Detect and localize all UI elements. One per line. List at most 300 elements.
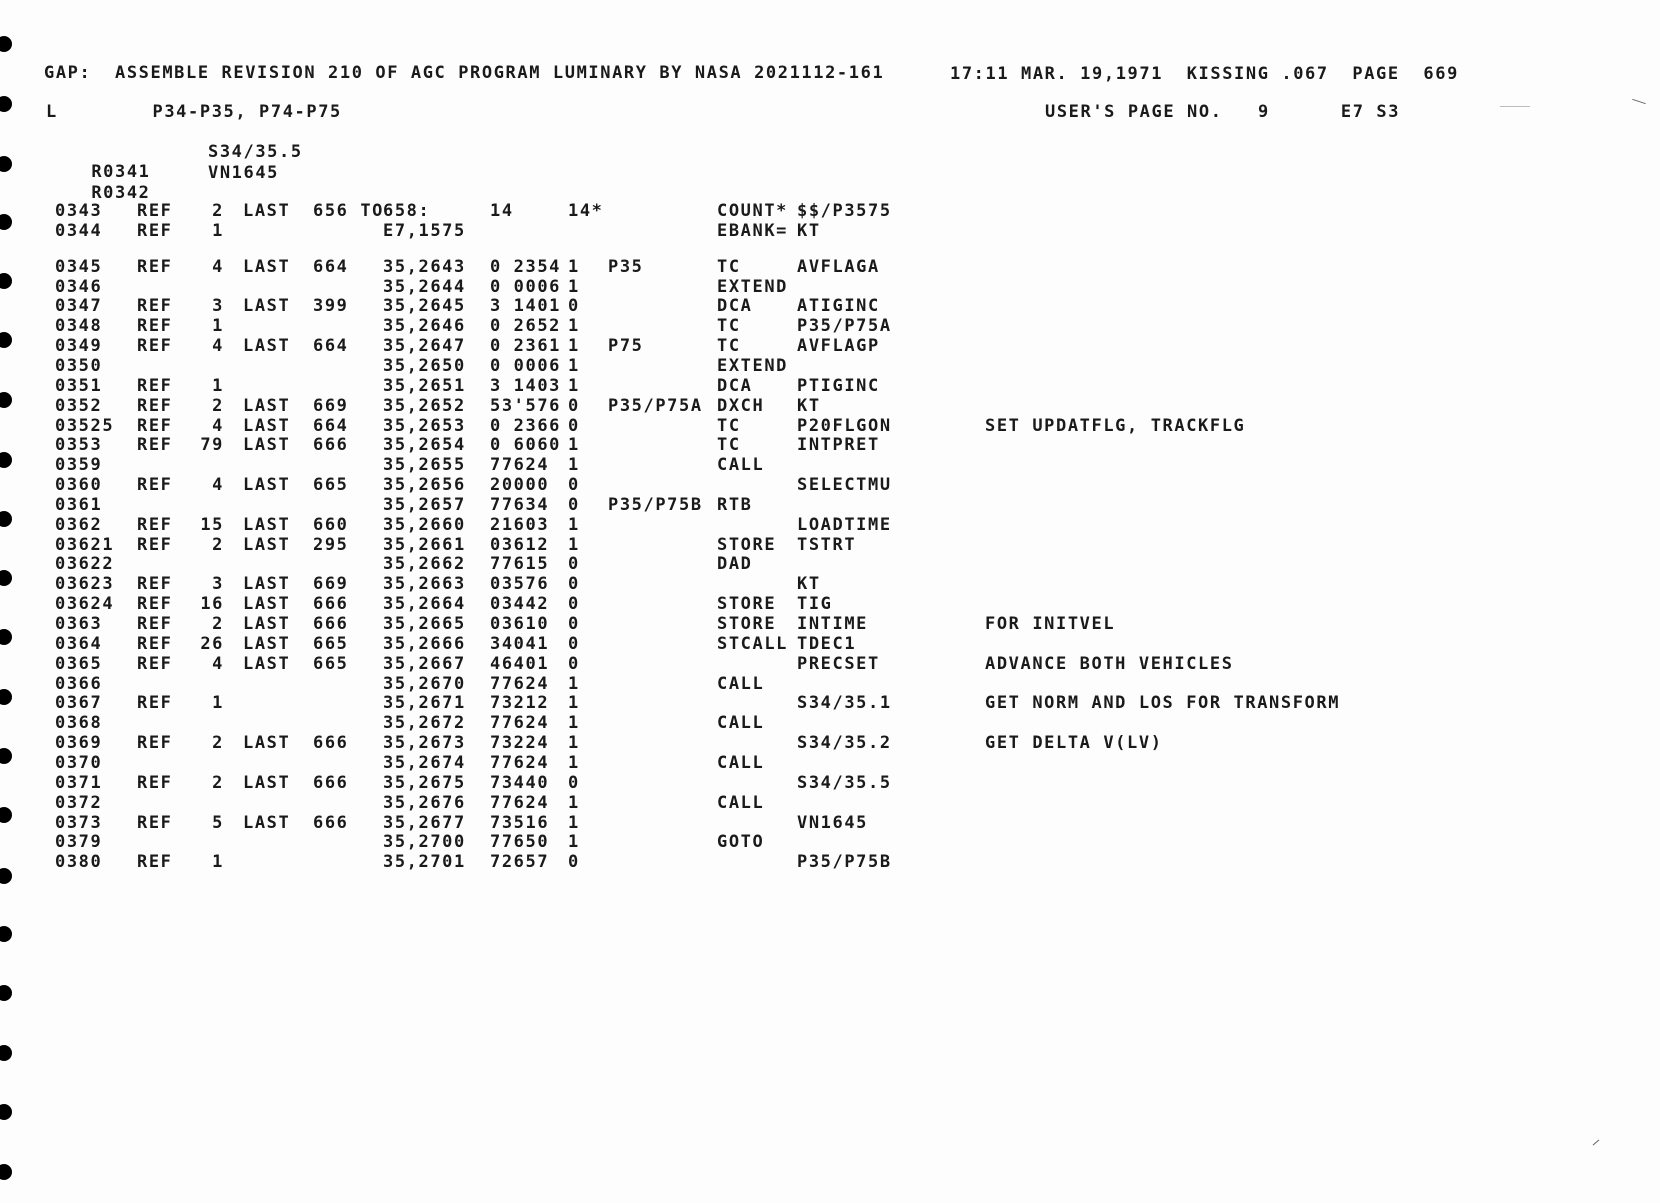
ref-id: R0342 (91, 183, 151, 203)
opcode: TC (717, 415, 741, 436)
parity-bit: 0 (568, 475, 580, 496)
parity-bit: 0 (568, 633, 580, 654)
octal-word: 20000 (490, 475, 550, 496)
line-number: 03624 (55, 594, 115, 615)
address: 35,2646 (383, 316, 466, 337)
octal-word: 46401 (490, 653, 550, 674)
octal-word: 77634 (490, 494, 550, 515)
line-number: 0361 (55, 494, 103, 515)
line-number: 03622 (55, 554, 115, 575)
octal-word: 34041 (490, 633, 550, 654)
header-left: GAP: ASSEMBLE REVISION 210 OF AGC PROGRAM LUMINARY BY NASA 2021112-161 (44, 63, 885, 83)
listing-row (0, 773, 1600, 793)
operand: ATIGINC (797, 296, 880, 317)
address: 35,2650 (383, 355, 466, 376)
octal-word: 73224 (490, 733, 550, 754)
last-page: 666 (313, 435, 349, 456)
operand: P20FLGON (797, 415, 892, 436)
ref-marker: REF (137, 812, 173, 833)
operand: KT (797, 220, 821, 241)
ref-id: R0341 (91, 162, 151, 182)
comment: GET DELTA V(LV) (985, 733, 1163, 754)
line-number: 0344 (55, 220, 103, 241)
ref-count: 15 (200, 514, 224, 535)
feed-hole (0, 985, 12, 1001)
parity-bit: 0 (568, 772, 580, 793)
listing-row (0, 277, 1600, 297)
feed-hole (0, 36, 12, 52)
listing-row (0, 296, 1600, 316)
listing-row (0, 376, 1600, 396)
octal-word: 0 2361 (490, 336, 562, 357)
ref-count: 4 (212, 653, 224, 674)
last-page: 666 (313, 614, 349, 634)
address: 35,2673 (383, 733, 466, 754)
ref-marker: REF (137, 733, 173, 754)
octal-word: 0 2354 (490, 256, 562, 277)
operand: S34/35.1 (797, 693, 892, 714)
octal-word: 53'576 (490, 395, 562, 416)
paper-mark (1593, 1140, 1600, 1146)
address: 35,2643 (383, 256, 466, 277)
line-number: 0366 (55, 673, 103, 694)
address: 35,2644 (383, 276, 466, 297)
ref-marker: REF (137, 514, 173, 535)
operand: PTIGINC (797, 375, 880, 396)
last-marker: LAST (243, 395, 291, 416)
address: 35,2667 (383, 653, 466, 674)
feed-hole (0, 1045, 12, 1061)
address: 35,2672 (383, 713, 466, 734)
ref-count: 2 (212, 772, 224, 793)
opcode: STORE (717, 594, 777, 615)
ref-marker: REF (137, 693, 173, 714)
ref-marker: REF (137, 594, 173, 615)
ref-count: 1 (212, 693, 224, 714)
address: 35,2665 (383, 614, 466, 634)
last-marker: LAST (243, 256, 291, 277)
octal-word: 0 2652 (490, 316, 562, 337)
address: 35,2674 (383, 752, 466, 773)
opcode: DCA (717, 375, 753, 396)
octal-word: 0 6060 (490, 435, 562, 456)
ref-marker: REF (137, 256, 173, 277)
line-number: 0353 (55, 435, 103, 456)
parity-bit: 1 (568, 435, 580, 456)
opcode: TC (717, 336, 741, 357)
address: 35,2675 (383, 772, 466, 793)
opcode: STCALL (717, 633, 789, 654)
octal-word: 0 0006 (490, 355, 562, 376)
listing-row (0, 614, 1600, 634)
ref-count: 4 (212, 475, 224, 496)
parity-bit: 1 (568, 812, 580, 833)
header-right: 17:11 MAR. 19,1971 KISSING .067 PAGE 669 (950, 64, 1459, 84)
address: 35,2655 (383, 455, 466, 476)
operand: INTPRET (797, 435, 880, 456)
parity-bit: 1 (568, 693, 580, 714)
operand: PRECSET (797, 653, 880, 674)
feed-hole (0, 1104, 12, 1120)
operand: P35/P75A (797, 316, 892, 337)
address: 35,2654 (383, 435, 466, 456)
last-marker: LAST (243, 296, 291, 317)
line-number: 0345 (55, 256, 103, 277)
last-page: 660 (313, 514, 349, 535)
address: 35,2701 (383, 852, 466, 873)
operand: TSTRT (797, 534, 857, 555)
operand: S34/35.5 (797, 772, 892, 793)
line-number: 03621 (55, 534, 115, 555)
octal-word: 73516 (490, 812, 550, 833)
address: 35,2700 (383, 832, 466, 853)
ref-count: 2 (212, 534, 224, 555)
opcode: CALL (717, 673, 765, 694)
parity-bit: 0 (568, 554, 580, 575)
last-page: 666 (313, 812, 349, 833)
listing-row (0, 535, 1600, 555)
last-page: 664 (313, 415, 349, 436)
octal-word: 21603 (490, 514, 550, 535)
address: 35,2645 (383, 296, 466, 317)
line-number: 03525 (55, 415, 115, 436)
address: 35,2663 (383, 574, 466, 595)
octal-word: 03576 (490, 574, 550, 595)
parity-bit: 0 (568, 415, 580, 436)
operand: INTIME (797, 614, 869, 634)
operand: KT (797, 574, 821, 595)
address: 35,2677 (383, 812, 466, 833)
opcode: DAD (717, 554, 753, 575)
line-number: 0379 (55, 832, 103, 853)
comment: GET NORM AND LOS FOR TRANSFORM (985, 693, 1341, 714)
listing-row (0, 396, 1600, 416)
octal-word: 03442 (490, 594, 550, 615)
ref-count: 4 (212, 256, 224, 277)
address: 35,2653 (383, 415, 466, 436)
last-marker: LAST (243, 772, 291, 793)
last-marker: LAST (243, 534, 291, 555)
octal-word: 3 1403 (490, 375, 562, 396)
parity-bit: 1 (568, 276, 580, 297)
ref-count: 2 (212, 395, 224, 416)
parity-bit: 1 (568, 256, 580, 277)
subheader-left: L P34-P35, P74-P75 (46, 102, 342, 122)
address: 35,2657 (383, 494, 466, 515)
listing-row (0, 336, 1600, 356)
parity-bit: 1 (568, 752, 580, 773)
parity-bit: 1 (568, 673, 580, 694)
opcode: DXCH (717, 395, 765, 416)
opcode: RTB (717, 494, 753, 515)
parity-bit: 1 (568, 355, 580, 376)
operand: KT (797, 395, 821, 416)
feed-hole (0, 1164, 12, 1180)
parity-bit: 0 (568, 574, 580, 595)
line-number: 0346 (55, 276, 103, 297)
address: E7,1575 (383, 220, 466, 241)
listing-row (0, 495, 1600, 515)
parity-bit: 1 (568, 375, 580, 396)
listing-row (0, 416, 1600, 436)
octal-word: 77624 (490, 752, 550, 773)
octal-word: 72657 (490, 852, 550, 873)
parity-bit: 0 (568, 614, 580, 634)
ref-marker: REF (137, 475, 173, 496)
line-number: 0351 (55, 375, 103, 396)
octal-word: 77615 (490, 554, 550, 575)
octal-word: 77624 (490, 455, 550, 476)
octal-word: 77624 (490, 792, 550, 813)
operand: TDEC1 (797, 633, 857, 654)
parity-bit: 1 (568, 792, 580, 813)
paper-mark (1632, 99, 1646, 104)
parity-bit: 1 (568, 733, 580, 754)
ref-count: 1 (212, 220, 224, 241)
octal-word: 73440 (490, 772, 550, 793)
ref-marker: REF (137, 614, 173, 634)
parity-bit: 0 (568, 852, 580, 873)
opcode: CALL (717, 792, 765, 813)
parity-bit: 0 (568, 296, 580, 317)
parity-bit: 14* (568, 201, 604, 221)
ref-count: 2 (212, 614, 224, 634)
operand: AVFLAGP (797, 336, 880, 357)
last-page: 399 (313, 296, 349, 317)
comment: SET UPDATFLG, TRACKFLG (985, 415, 1246, 436)
listing-row (0, 356, 1600, 376)
listing-row (0, 257, 1600, 277)
address: 35,2656 (383, 475, 466, 496)
listing-row (0, 832, 1600, 852)
octal-word: 14 (490, 201, 514, 221)
last-marker: LAST (243, 435, 291, 456)
last-page: 666 (313, 772, 349, 793)
address: 35,2652 (383, 395, 466, 416)
opcode: CALL (717, 455, 765, 476)
ref-marker: REF (137, 435, 173, 456)
ref-marker: REF (137, 653, 173, 674)
parity-bit: 1 (568, 336, 580, 357)
listing-row (0, 594, 1600, 614)
last-page: 665 (313, 475, 349, 496)
opcode: TC (717, 316, 741, 337)
ref-marker: REF (137, 296, 173, 317)
opcode: TC (717, 435, 741, 456)
listing-row (0, 455, 1600, 475)
listing-row (0, 221, 1600, 241)
ref-marker: REF (137, 415, 173, 436)
feed-hole (0, 926, 12, 942)
address: 35,2661 (383, 534, 466, 555)
listing-row (0, 753, 1600, 773)
octal-word: 0 2366 (490, 415, 562, 436)
listing-row (0, 634, 1600, 654)
ref-count: 4 (212, 415, 224, 436)
last-page: 295 (313, 534, 349, 555)
address: 35,2664 (383, 594, 466, 615)
source-label: P35/P75B (608, 494, 703, 515)
octal-word: 03612 (490, 534, 550, 555)
listing-row (0, 693, 1600, 713)
last-marker: LAST (243, 633, 291, 654)
ref-count: 1 (212, 852, 224, 873)
feed-hole (0, 96, 12, 112)
ref-count: 16 (200, 594, 224, 615)
ref-count: 3 (212, 574, 224, 595)
ref-count: 4 (212, 336, 224, 357)
ref-marker: REF (137, 336, 173, 357)
opcode: CALL (717, 752, 765, 773)
ref-marker: REF (137, 220, 173, 241)
operand: P35/P75B (797, 852, 892, 873)
octal-word: 77624 (490, 713, 550, 734)
operand: S34/35.2 (797, 733, 892, 754)
listing-row (0, 793, 1600, 813)
parity-bit: 1 (568, 514, 580, 535)
parity-bit: 0 (568, 494, 580, 515)
line-number: 0380 (55, 852, 103, 873)
feed-hole (0, 156, 12, 172)
last-page: 665 (313, 653, 349, 674)
opcode: STORE (717, 534, 777, 555)
source-label: P35/P75A (608, 395, 703, 416)
line-number: 0352 (55, 395, 103, 416)
line-number: 0365 (55, 653, 103, 674)
listing-row (0, 654, 1600, 674)
ref-marker: REF (137, 201, 173, 221)
octal-word: 3 1401 (490, 296, 562, 317)
last-page: 664 (313, 336, 349, 357)
line-number: 0363 (55, 614, 103, 634)
parity-bit: 1 (568, 316, 580, 337)
line-number: 0367 (55, 693, 103, 714)
ref-text: VN1645 (208, 163, 280, 183)
opcode: DCA (717, 296, 753, 317)
listing-row (0, 515, 1600, 535)
listing-row (0, 435, 1600, 455)
comment: FOR INITVEL (985, 614, 1116, 634)
last-marker: LAST (243, 733, 291, 754)
last-page: 666 (313, 733, 349, 754)
last-page: 664 (313, 256, 349, 277)
line-number: 0369 (55, 733, 103, 754)
operand: SELECTMU (797, 475, 892, 496)
address: 35,2676 (383, 792, 466, 813)
ref-marker: REF (137, 316, 173, 337)
parity-bit: 0 (568, 653, 580, 674)
listing-row (0, 733, 1600, 753)
octal-word: 77624 (490, 673, 550, 694)
operand: VN1645 (797, 812, 869, 833)
source-label: P35 (608, 256, 644, 277)
last-marker: LAST (243, 475, 291, 496)
line-number: 0347 (55, 296, 103, 317)
comment: ADVANCE BOTH VEHICLES (985, 653, 1234, 674)
opcode: TC (717, 256, 741, 277)
last-page: 669 (313, 574, 349, 595)
last-page: 656 TO (313, 201, 385, 221)
listing-row (0, 475, 1600, 495)
opcode: EXTEND (717, 276, 789, 297)
address: 35,2651 (383, 375, 466, 396)
listing-row (0, 554, 1600, 574)
line-number: 0370 (55, 752, 103, 773)
line-number: 0373 (55, 812, 103, 833)
source-label: P75 (608, 336, 644, 357)
last-page: 665 (313, 633, 349, 654)
octal-word: 77650 (490, 832, 550, 853)
address: 35,2670 (383, 673, 466, 694)
operand: AVFLAGA (797, 256, 880, 277)
ref-count: 1 (212, 375, 224, 396)
octal-word: 73212 (490, 693, 550, 714)
ref-marker: REF (137, 772, 173, 793)
listing-row (0, 316, 1600, 336)
operand: $$/P3575 (797, 201, 892, 221)
subheader-right: USER'S PAGE NO. 9 E7 S3 (1045, 102, 1401, 122)
opcode: GOTO (717, 832, 765, 853)
address: 35,2671 (383, 693, 466, 714)
ref-marker: REF (137, 375, 173, 396)
opcode: EXTEND (717, 355, 789, 376)
parity-bit: 1 (568, 455, 580, 476)
last-marker: LAST (243, 415, 291, 436)
ref-marker: REF (137, 395, 173, 416)
listing-row (0, 201, 1600, 221)
operand: TIG (797, 594, 833, 615)
address: 35,2647 (383, 336, 466, 357)
parity-bit: 0 (568, 594, 580, 615)
ref-marker: REF (137, 852, 173, 873)
ref-count: 5 (212, 812, 224, 833)
opcode: STORE (717, 614, 777, 634)
parity-bit: 0 (568, 395, 580, 416)
line-number: 0343 (55, 201, 103, 221)
last-page: 669 (313, 395, 349, 416)
line-number: 0364 (55, 633, 103, 654)
last-marker: LAST (243, 614, 291, 634)
last-page: 666 (313, 594, 349, 615)
ref-marker: REF (137, 633, 173, 654)
octal-word: 0 0006 (490, 276, 562, 297)
listing-row (0, 713, 1600, 733)
last-marker: LAST (243, 201, 291, 221)
ref-count: 2 (212, 733, 224, 754)
ref-count: 2 (212, 201, 224, 221)
address: 658: (383, 201, 431, 221)
octal-word: 03610 (490, 614, 550, 634)
ref-count: 79 (200, 435, 224, 456)
address: 35,2666 (383, 633, 466, 654)
line-number: 0348 (55, 316, 103, 337)
paper-mark (1500, 106, 1530, 107)
ref-count: 3 (212, 296, 224, 317)
last-marker: LAST (243, 514, 291, 535)
opcode: COUNT* (717, 201, 789, 221)
line-number: 0350 (55, 355, 103, 376)
listing-row (0, 574, 1600, 594)
ref-text: S34/35.5 (208, 142, 303, 162)
parity-bit: 1 (568, 713, 580, 734)
last-marker: LAST (243, 336, 291, 357)
line-number: 0362 (55, 514, 103, 535)
last-marker: LAST (243, 594, 291, 615)
listing-row (0, 813, 1600, 833)
listing-row (0, 674, 1600, 694)
line-number: 0372 (55, 792, 103, 813)
operand: LOADTIME (797, 514, 892, 535)
